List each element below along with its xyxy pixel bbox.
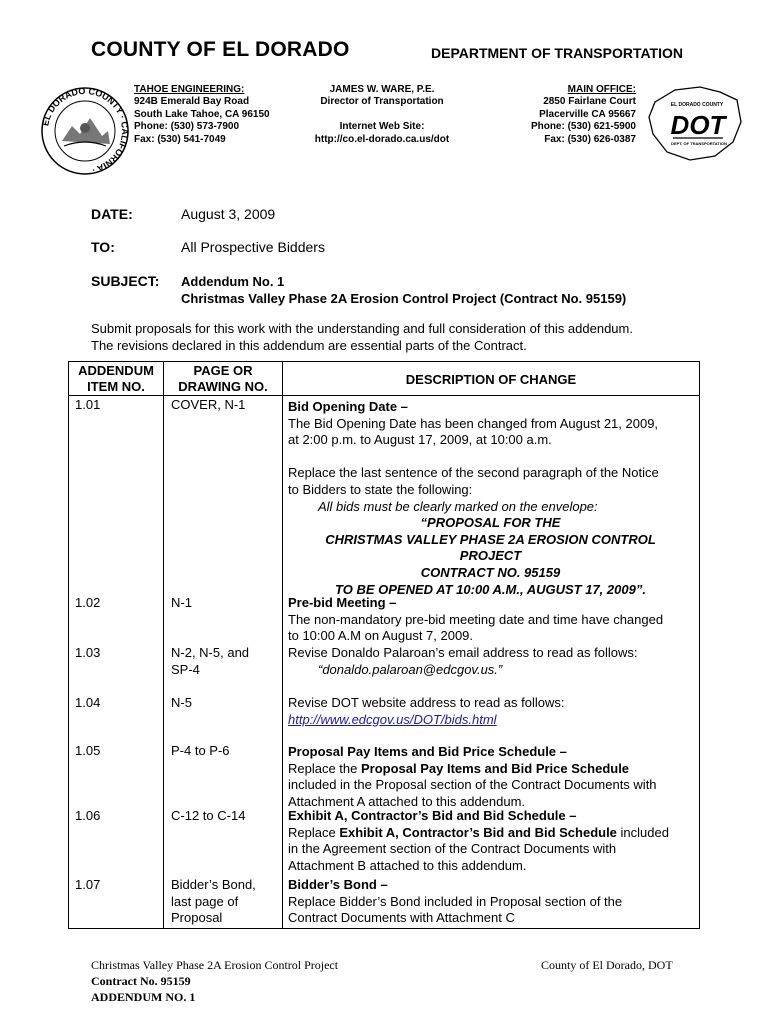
desc-italic-line: All bids must be clearly marked on the envelope: bbox=[318, 498, 598, 514]
addendum-table bbox=[68, 361, 700, 929]
svg-text:EL DORADO COUNTY · CALIFORNIA: EL DORADO COUNTY · CALIFORNIA · bbox=[40, 86, 130, 176]
desc-line: The non-mandatory pre-bid meeting date and time have changed bbox=[288, 611, 664, 627]
tahoe-line: 924B Emerald Bay Road bbox=[134, 96, 250, 108]
footer-right: County of El Dorado, DOT bbox=[541, 958, 673, 972]
column-divider bbox=[163, 362, 164, 928]
desc-line: Revise Donaldo Palaroan’s email address to read as follows: bbox=[288, 645, 638, 660]
director-block bbox=[300, 84, 464, 146]
desc-line: in the Agreement section of the Contract Documents with bbox=[288, 841, 617, 857]
to-value: All Prospective Bidders bbox=[181, 239, 325, 255]
desc-line: Attachment B attached to this addendum. bbox=[288, 857, 527, 873]
dot-logo-top: EL DORADO COUNTY bbox=[670, 102, 724, 108]
subject-value bbox=[181, 273, 626, 307]
desc-line: Replace the last sentence of the second paragraph of the Notice bbox=[288, 465, 659, 481]
quote-line: CONTRACT NO. 95159 bbox=[420, 564, 561, 580]
dot-logo-bottom: DEPT. OF TRANSPORTATION bbox=[671, 141, 727, 146]
intro-line: Submit proposals for this work with the understanding and full consideration of this addendum. bbox=[91, 321, 633, 336]
email-address: “donaldo.palaroan@edcgov.us.” bbox=[318, 661, 503, 677]
tahoe-line: Phone: (530) 573-7900 bbox=[134, 121, 240, 133]
header-text: ITEM NO. bbox=[87, 379, 145, 394]
subject-line: Christmas Valley Phase 2A Erosion Control Project (Contract No. 95159) bbox=[181, 291, 627, 306]
subject-line: Addendum No. 1 bbox=[181, 274, 285, 289]
header-text: DRAWING NO. bbox=[178, 379, 268, 394]
header-item-no bbox=[69, 363, 163, 395]
intro-paragraph bbox=[91, 320, 691, 354]
page-no bbox=[171, 645, 249, 678]
desc-bold-text: Proposal Pay Items and Bid Price Schedule bbox=[361, 760, 630, 776]
director-title: Director of Transportation bbox=[320, 96, 444, 108]
row-title: Bidder’s Bond – bbox=[288, 877, 388, 892]
tahoe-line: South Lake Tahoe, CA 96150 bbox=[134, 108, 270, 120]
page-no bbox=[171, 877, 256, 927]
item-no: 1.06 bbox=[75, 808, 101, 823]
quote-line: PROJECT bbox=[459, 548, 522, 564]
county-title: COUNTY OF EL DORADO bbox=[91, 38, 350, 61]
page-line: Proposal bbox=[171, 910, 223, 926]
header-divider bbox=[69, 395, 699, 396]
main-office-line: Phone: (530) 621-5900 bbox=[530, 121, 636, 133]
dot-logo-main: DOT bbox=[670, 110, 726, 140]
row-title: Proposal Pay Items and Bid Price Schedule – bbox=[288, 744, 567, 759]
header-description: DESCRIPTION OF CHANGE bbox=[405, 372, 577, 387]
row-description bbox=[288, 399, 693, 598]
desc-text: Replace the bbox=[288, 760, 361, 776]
item-no: 1.02 bbox=[75, 595, 101, 610]
header-text: ADDENDUM bbox=[78, 363, 154, 378]
desc-line bbox=[288, 761, 693, 778]
desc-line: Revise DOT website address to read as follows: bbox=[288, 695, 565, 710]
row-description bbox=[288, 877, 693, 927]
tahoe-office-block bbox=[134, 84, 270, 146]
page-no: P-4 to P-6 bbox=[171, 743, 230, 758]
main-office-line: 2850 Fairlane Court bbox=[543, 96, 636, 108]
row-description bbox=[288, 645, 693, 678]
row-description bbox=[288, 808, 693, 874]
desc-text: included bbox=[616, 824, 669, 840]
desc-line: Contract Documents with Attachment C bbox=[288, 910, 515, 926]
tahoe-line: Fax: (530) 541-7049 bbox=[134, 133, 226, 145]
item-no: 1.04 bbox=[75, 695, 101, 710]
tahoe-office-title: TAHOE ENGINEERING: bbox=[134, 84, 245, 95]
page-line: last page of bbox=[171, 893, 239, 909]
header-text: PAGE OR bbox=[193, 363, 253, 378]
quote-line: TO BE OPENED AT 10:00 A.M., AUGUST 17, 2009”. bbox=[335, 581, 646, 597]
director-name: JAMES W. WARE, P.E. bbox=[329, 84, 435, 95]
main-office-line: Fax: (530) 626-0387 bbox=[544, 133, 636, 145]
desc-bold-text: Exhibit A, Contractor’s Bid and Bid Schedule bbox=[339, 824, 617, 840]
county-seal-icon bbox=[40, 86, 130, 176]
dot-bids-link[interactable]: http://www.edcgov.us/DOT/bids.html bbox=[288, 711, 497, 727]
desc-line: Attachment A attached to this addendum. bbox=[288, 793, 526, 809]
row-description bbox=[288, 595, 693, 645]
row-title: Bid Opening Date – bbox=[288, 399, 408, 414]
page-line: N-2, N-5, and bbox=[171, 645, 250, 660]
to-label: TO: bbox=[91, 239, 115, 255]
item-no: 1.01 bbox=[75, 397, 101, 412]
desc-line: The Bid Opening Date has been changed from August 21, 2009, bbox=[288, 415, 659, 431]
footer-contract: Contract No. 95159 bbox=[91, 974, 191, 988]
footer-addendum: ADDENDUM NO. 1 bbox=[91, 990, 196, 1004]
item-no: 1.05 bbox=[75, 743, 101, 758]
row-description bbox=[288, 695, 693, 728]
date-value: August 3, 2009 bbox=[181, 206, 276, 222]
desc-line: Replace Bidder’s Bond included in Proposal section of the bbox=[288, 893, 623, 909]
web-url[interactable]: http://co.el-dorado.ca.us/dot bbox=[314, 133, 450, 145]
desc-line: included in the Proposal section of the Contract Documents with bbox=[288, 777, 657, 793]
quote-line: CHRISTMAS VALLEY PHASE 2A EROSION CONTROL bbox=[325, 531, 656, 547]
page-line: SP-4 bbox=[171, 661, 200, 677]
page-no: COVER, N-1 bbox=[171, 397, 246, 412]
web-label: Internet Web Site: bbox=[339, 121, 425, 133]
item-no: 1.03 bbox=[75, 645, 101, 660]
date-label: DATE: bbox=[91, 206, 133, 222]
footer-project: Christmas Valley Phase 2A Erosion Control Project bbox=[91, 958, 339, 972]
main-office-title: MAIN OFFICE: bbox=[567, 84, 636, 95]
header-page-no bbox=[164, 363, 282, 395]
quote-line: “PROPOSAL FOR THE bbox=[420, 515, 561, 531]
row-title: Exhibit A, Contractor’s Bid and Bid Schedule – bbox=[288, 808, 577, 823]
desc-line: at 2:00 p.m. to August 17, 2009, at 10:00 a.m. bbox=[288, 432, 552, 448]
row-description bbox=[288, 744, 693, 810]
page-line: Bidder’s Bond, bbox=[171, 877, 256, 892]
row-title: Pre-bid Meeting – bbox=[288, 595, 397, 610]
page-no: N-1 bbox=[171, 595, 192, 610]
dot-logo-icon bbox=[645, 82, 745, 164]
intro-line: The revisions declared in this addendum are essential parts of the Contract. bbox=[91, 338, 527, 353]
item-no: 1.07 bbox=[75, 877, 101, 892]
department-title: DEPARTMENT OF TRANSPORTATION bbox=[431, 45, 683, 61]
page-no: C-12 to C-14 bbox=[171, 808, 246, 823]
page-no: N-5 bbox=[171, 695, 192, 710]
main-office-line: Placerville CA 95667 bbox=[539, 108, 636, 120]
desc-line: to Bidders to state the following: bbox=[288, 481, 473, 497]
subject-label: SUBJECT: bbox=[91, 273, 160, 289]
desc-line: to 10:00 A.M on August 7, 2009. bbox=[288, 628, 474, 644]
footer-left bbox=[91, 957, 338, 1005]
desc-line bbox=[288, 825, 693, 842]
desc-text: Replace bbox=[288, 824, 340, 840]
main-office-block bbox=[490, 84, 636, 146]
column-divider bbox=[282, 362, 283, 928]
